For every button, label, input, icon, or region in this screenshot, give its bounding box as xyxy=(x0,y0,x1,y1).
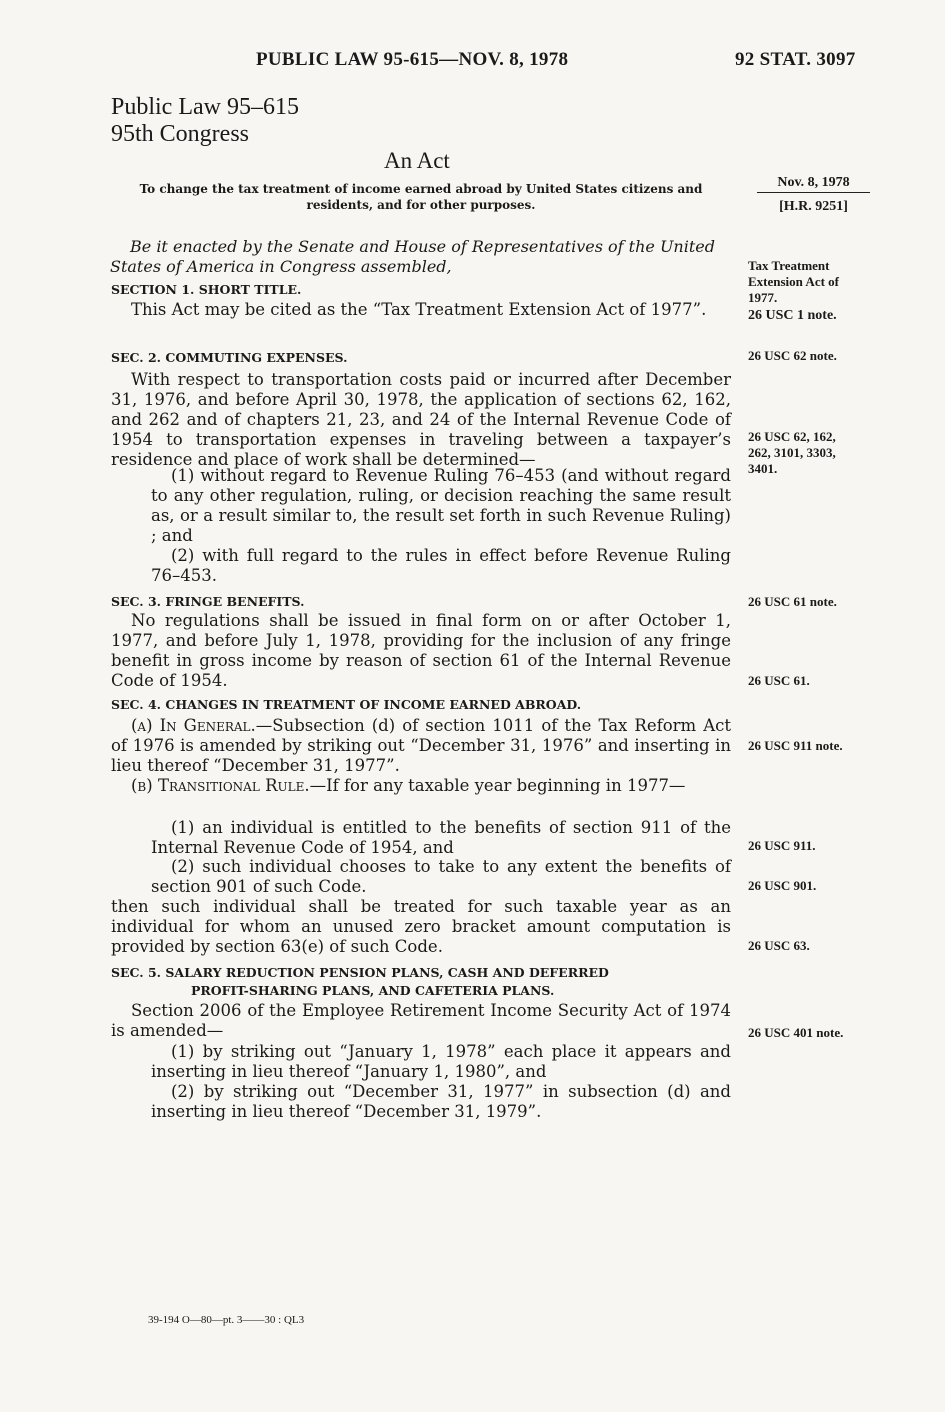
section-5-heading-line-1: SEC. 5. SALARY REDUCTION PENSION PLANS, CASH AND DEFERRED xyxy=(111,965,609,980)
section-4b-paragraph xyxy=(111,776,731,796)
margin-usc-911-note: 26 USC 911 note. xyxy=(748,738,843,753)
enactment-date-note xyxy=(757,175,870,214)
section-4a-paragraph xyxy=(111,716,731,776)
section-4a-label: (a) In General. xyxy=(131,716,256,735)
section-1-text: This Act may be cited as the “Tax Treatment Extension Act of 1977”. xyxy=(131,300,707,319)
section-5-heading-line-2: PROFIT-SHARING PLANS, AND CAFETERIA PLANS. xyxy=(191,983,555,998)
section-2-text: With respect to transportation costs paid or incurred after December 31, 1976, and before April 30, 1978, the application of sections 62, 162, and 262 and of chapters 21, 23, and 24 of the Internal Revenue Code of 1954 to transportation expenses in traveling between a taxpayer’s residence and place of work shall be determined— xyxy=(111,370,731,469)
statute-citation: 92 STAT. 3097 xyxy=(735,49,856,70)
bill-number: [H.R. 9251] xyxy=(779,199,848,214)
law-number: Public Law 95–615 xyxy=(111,94,299,120)
margin-usc-1-note: 26 USC 1 note. xyxy=(748,308,837,323)
margin-usc-62-list-1: 26 USC 62, 162, xyxy=(748,429,836,444)
section-4a-text: —Subsection (d) of section 1011 of the Tax Reform Act of 1976 is amended by striking out “December 31, 1976” and inserting in lieu thereof “December 31, 1977”. xyxy=(111,716,731,775)
section-1-heading: SECTION 1. SHORT TITLE. xyxy=(111,282,302,297)
section-2-item-1: (1) without regard to Revenue Ruling 76–453 (and without regard to any other regulation, ruling, or decision reaching the same result as, or a result similar to, the result set forth in such Revenue Ruling) ; and xyxy=(151,466,731,545)
section-4-item-2: (2) such individual chooses to take to any extent the benefits of section 901 of such Code. xyxy=(151,857,731,896)
section-4-item-1: (1) an individual is entitled to the benefits of section 911 of the Internal Revenue Code of 1954, and xyxy=(151,818,731,857)
section-4-heading: SEC. 4. CHANGES IN TREATMENT OF INCOME EARNED ABROAD. xyxy=(111,697,582,712)
margin-usc-61-note: 26 USC 61 note. xyxy=(748,594,837,609)
margin-usc-62-list-2: 262, 3101, 3303, xyxy=(748,445,836,460)
congress-number: 95th Congress xyxy=(111,121,249,147)
enactment-date: Nov. 8, 1978 xyxy=(757,175,870,193)
section-5-item-2: (2) by striking out “December 31, 1977” in subsection (d) and inserting in lieu thereof “December 31, 1979”. xyxy=(151,1082,731,1121)
section-4b-label: (b) Transitional Rule. xyxy=(131,776,310,795)
section-5-text: Section 2006 of the Employee Retirement Income Security Act of 1974 is amended— xyxy=(111,1001,731,1040)
section-4-closing: then such individual shall be treated for such taxable year as an individual for whom an unused zero bracket amount computation is provided by section 63(e) of such Code. xyxy=(111,897,731,956)
enacting-clause: Be it enacted by the Senate and House of Representatives of the United States of America in Congress assembled, xyxy=(110,237,715,276)
section-3-heading: SEC. 3. FRINGE BENEFITS. xyxy=(111,594,305,609)
margin-usc-63: 26 USC 63. xyxy=(748,938,810,953)
margin-short-title-2: Extension Act of xyxy=(748,274,839,289)
margin-short-title-3: 1977. xyxy=(748,290,778,305)
margin-usc-911: 26 USC 911. xyxy=(748,838,816,853)
section-3-text: No regulations shall be issued in final form on or after October 1, 1977, and before July 1, 1978, providing for the inclusion of any fringe benefit in gross income by reason of section 61 of the Internal Revenue Code of 1954. xyxy=(111,611,731,690)
margin-usc-62-list-3: 3401. xyxy=(748,461,778,476)
margin-usc-62-note: 26 USC 62 note. xyxy=(748,348,837,363)
margin-short-title-1: Tax Treatment xyxy=(748,258,830,273)
running-header: PUBLIC LAW 95-615—NOV. 8, 1978 xyxy=(256,49,569,70)
act-heading: An Act xyxy=(384,148,450,173)
margin-usc-901: 26 USC 901. xyxy=(748,878,817,893)
act-purpose: To change the tax treatment of income earned abroad by United States citizens and residents, and for other purposes. xyxy=(139,182,703,212)
section-2-item-2: (2) with full regard to the rules in effect before Revenue Ruling 76–453. xyxy=(151,546,731,585)
margin-usc-401-note: 26 USC 401 note. xyxy=(748,1025,844,1040)
section-4b-text: —If for any taxable year beginning in 1977— xyxy=(309,776,686,795)
margin-usc-61: 26 USC 61. xyxy=(748,673,810,688)
section-2-heading: SEC. 2. COMMUTING EXPENSES. xyxy=(111,350,348,365)
printer-code: 39-194 O—80—pt. 3——30 : QL3 xyxy=(148,1314,305,1326)
section-5-item-1: (1) by striking out “January 1, 1978” each place it appears and inserting in lieu thereof “January 1, 1980”, and xyxy=(151,1042,731,1081)
